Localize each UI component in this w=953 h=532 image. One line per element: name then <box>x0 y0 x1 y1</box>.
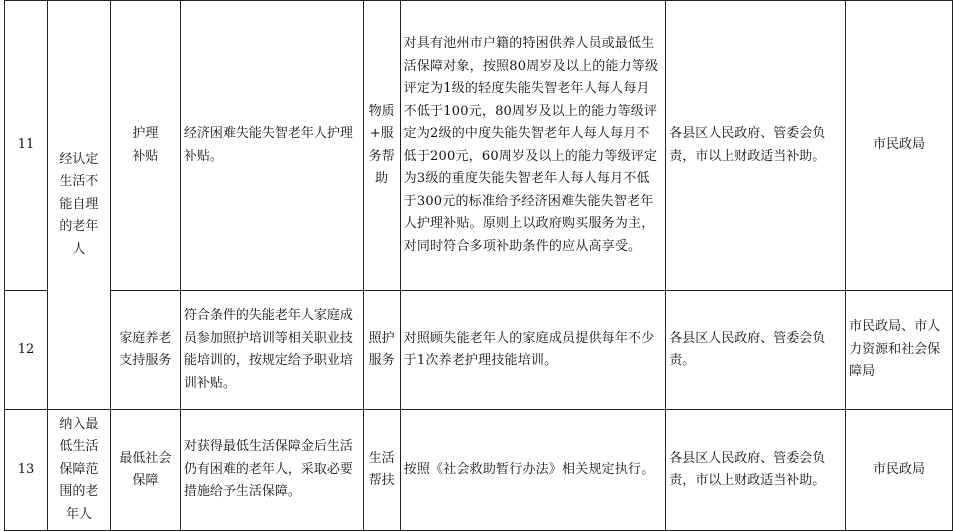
service-item <box>110 410 180 531</box>
target-group <box>47 1 110 410</box>
service-standard: 对具有池州市户籍的特困供养人员或最低生活保障对象，按照80周岁及以上的能力等级评定为1级的轻度失能失智老年人每人每月不低于100元，80周岁及以上的能力等级评定为2级的中度失能失智老年人每人每月不低于200元，60周岁及以上的能力等级评定为3级的重度失能失智老年人每人每月不低于300元的标准给予经济困难失能失智老年人护理补贴。原则上以政府购买服务为主，对同时符合多项补助条件的应从高享受。 <box>400 1 666 291</box>
row-number: 13 <box>5 410 48 531</box>
service-type-text: 物质+服务帮助 <box>368 103 395 186</box>
service-type-text: 照护服务 <box>368 330 395 368</box>
service-content: 符合条件的失能老年人家庭成员参加照护培训等相关职业技能培训的，按规定给予职业培训补贴。 <box>180 291 363 410</box>
row-number: 11 <box>5 1 48 291</box>
service-item <box>110 291 180 410</box>
service-item-text: 护理补贴 <box>132 126 159 164</box>
service-item-text: 家庭养老支持服务 <box>119 330 172 368</box>
target-group-text: 经认定生活不能自理的老年人 <box>59 151 99 257</box>
service-type <box>363 1 400 291</box>
responsible-dept: 市民政局、市人力资源和社会保障局 <box>846 291 953 410</box>
service-content: 对获得最低生活保障金后生活仍有困难的老年人，采取必要措施给予生活保障。 <box>180 410 363 531</box>
service-type <box>363 291 400 410</box>
service-standard: 按照《社会救助暂行办法》相关规定执行。 <box>400 410 666 531</box>
table-row <box>5 291 953 410</box>
responsible-dept: 市民政局 <box>846 1 953 291</box>
row-number: 12 <box>5 291 48 410</box>
service-item-text: 最低社会保障 <box>119 450 172 488</box>
service-type <box>363 410 400 531</box>
policy-table <box>4 0 953 531</box>
target-group-text: 纳入最低生活保障范围的老年人 <box>59 416 99 522</box>
funding-source: 各县区人民政府、管委会负责。 <box>666 291 846 410</box>
table-row <box>5 1 953 291</box>
responsible-dept: 市民政局 <box>846 410 953 531</box>
funding-source: 各县区人民政府、管委会负责，市以上财政适当补助。 <box>666 410 846 531</box>
table-row <box>5 410 953 531</box>
service-standard: 对照顾失能老年人的家庭成员提供每年不少于1次养老护理技能培训。 <box>400 291 666 410</box>
target-group <box>47 410 110 531</box>
service-item <box>110 1 180 291</box>
service-content: 经济困难失能失智老年人护理补贴。 <box>180 1 363 291</box>
service-type-text: 生活帮扶 <box>368 450 395 488</box>
funding-source: 各县区人民政府、管委会负责，市以上财政适当补助。 <box>666 1 846 291</box>
